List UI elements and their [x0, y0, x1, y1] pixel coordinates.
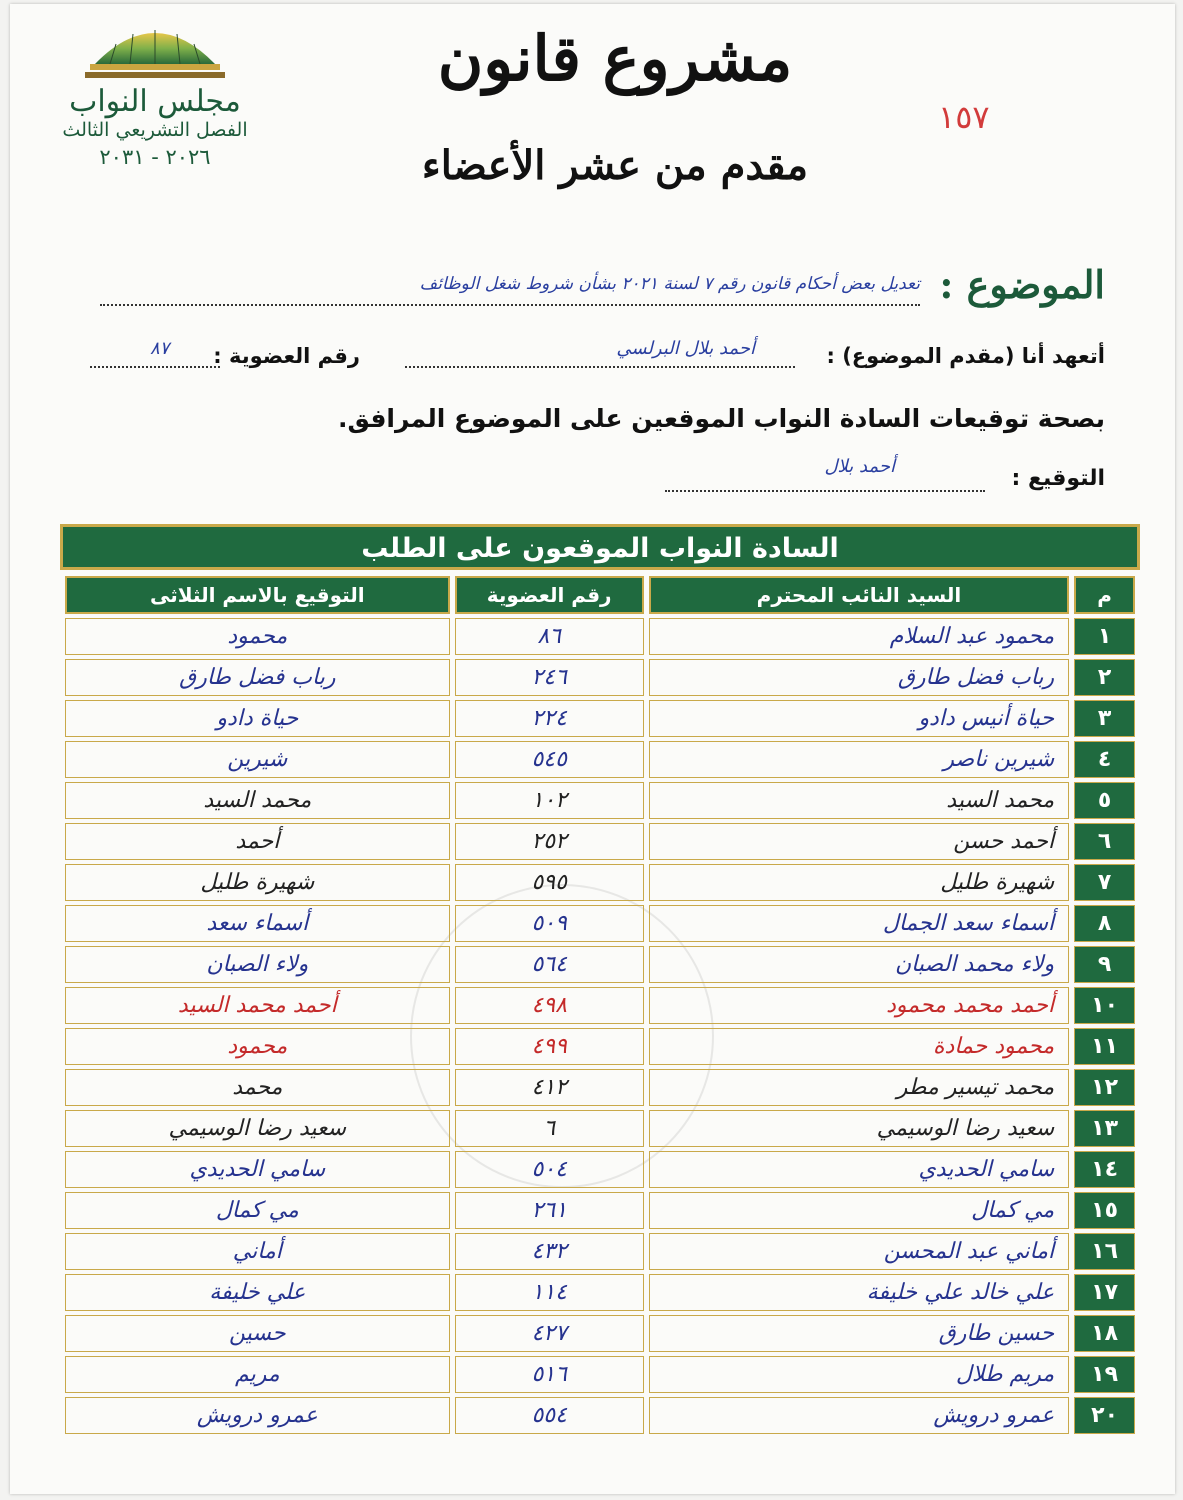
member-signature: مريم	[65, 1356, 450, 1393]
table-row	[65, 1192, 1135, 1229]
pledge-dotted-line	[405, 366, 795, 368]
member-name: أحمد حسن	[649, 823, 1069, 860]
header-signature: التوقيع بالاسم الثلاثى	[65, 576, 450, 614]
row-number: ٢	[1074, 659, 1135, 696]
row-number: ١٧	[1074, 1274, 1135, 1311]
header-membership: رقم العضوية	[455, 576, 644, 614]
table-row	[65, 1274, 1135, 1311]
signature-handwritten: أحمد بلال	[824, 456, 895, 477]
table-row	[65, 905, 1135, 942]
member-name: حياة أنيس دادو	[649, 700, 1069, 737]
member-name: ولاء محمد الصبان	[649, 946, 1069, 983]
table-row	[65, 659, 1135, 696]
table-row	[65, 1069, 1135, 1106]
membership-number: ٦	[455, 1110, 644, 1147]
membership-number: ٥٩٥	[455, 864, 644, 901]
pledge-statement: بصحة توقيعات السادة النواب الموقعين على الموضوع المرافق.	[338, 404, 1105, 433]
table-row	[65, 618, 1135, 655]
membership-label: رقم العضوية :	[213, 344, 360, 368]
membership-number: ٥٥٤	[455, 1397, 644, 1434]
row-number: ١٣	[1074, 1110, 1135, 1147]
row-number: ١١	[1074, 1028, 1135, 1065]
member-name: مي كمال	[649, 1192, 1069, 1229]
subject-dotted-line	[100, 304, 920, 306]
member-signature: سعيد رضا الوسيمي	[65, 1110, 450, 1147]
member-signature: حياة دادو	[65, 700, 450, 737]
table-row	[65, 1110, 1135, 1147]
signature-dotted-line	[665, 490, 985, 492]
table-row	[65, 782, 1135, 819]
membership-number: ١١٤	[455, 1274, 644, 1311]
member-name: سعيد رضا الوسيمي	[649, 1110, 1069, 1147]
subject-handwritten: تعديل بعض أحكام قانون رقم ٧ لسنة ٢٠٢١ بشأن شروط شغل الوظائف	[419, 274, 920, 294]
membership-number: ٨٦	[455, 618, 644, 655]
member-signature: سامي الحديدي	[65, 1151, 450, 1188]
signature-label: التوقيع :	[1011, 466, 1105, 491]
member-signature: علي خليفة	[65, 1274, 450, 1311]
row-number: ١٦	[1074, 1233, 1135, 1270]
legislative-term: الفصل التشريعي الثالث	[62, 119, 248, 141]
member-signature: مي كمال	[65, 1192, 450, 1229]
membership-number: ٢٥٢	[455, 823, 644, 860]
table-row	[65, 946, 1135, 983]
membership-dotted-line	[90, 366, 220, 368]
term-years: ٢٠٢٦ - ٢٠٣١	[99, 145, 211, 169]
member-signature: أماني	[65, 1233, 450, 1270]
row-number: ٣	[1074, 700, 1135, 737]
member-signature: محمود	[65, 618, 450, 655]
member-name: أسماء سعد الجمال	[649, 905, 1069, 942]
member-name: عمرو درويش	[649, 1397, 1069, 1434]
member-name: أماني عبد المحسن	[649, 1233, 1069, 1270]
row-number: ١٢	[1074, 1069, 1135, 1106]
signatories-grid	[60, 572, 1140, 1438]
member-name: رباب فضل طارق	[649, 659, 1069, 696]
row-number: ١٤	[1074, 1151, 1135, 1188]
table-row	[65, 1356, 1135, 1393]
member-name: شيرين ناصر	[649, 741, 1069, 778]
row-number: ١	[1074, 618, 1135, 655]
member-name: أحمد محمد محمود	[649, 987, 1069, 1024]
membership-number: ٤٩٨	[455, 987, 644, 1024]
table-row	[65, 1028, 1135, 1065]
table-row	[65, 1151, 1135, 1188]
membership-number: ٥١٦	[455, 1356, 644, 1393]
membership-number: ٤٣٢	[455, 1233, 644, 1270]
membership-number: ٢٤٦	[455, 659, 644, 696]
document-title: مشروع قانون	[437, 22, 793, 95]
membership-number: ١٠٢	[455, 782, 644, 819]
table-row	[65, 987, 1135, 1024]
member-signature: حسين	[65, 1315, 450, 1352]
row-number: ٨	[1074, 905, 1135, 942]
membership-handwritten: ٨٧	[150, 338, 170, 359]
document-subtitle: مقدم من عشر الأعضاء	[421, 142, 809, 189]
header-name: السيد النائب المحترم	[649, 576, 1069, 614]
member-name: محمد تيسير مطر	[649, 1069, 1069, 1106]
council-name: مجلس النواب	[69, 84, 241, 119]
page-number: ١٥٧	[938, 98, 990, 136]
row-number: ٩	[1074, 946, 1135, 983]
member-signature: أحمد محمد السيد	[65, 987, 450, 1024]
table-header-row	[65, 576, 1135, 614]
member-signature: محمد	[65, 1069, 450, 1106]
row-number: ٤	[1074, 741, 1135, 778]
document-page	[10, 4, 1175, 1494]
member-name: محمد السيد	[649, 782, 1069, 819]
member-name: مريم طلال	[649, 1356, 1069, 1393]
table-row	[65, 864, 1135, 901]
member-signature: شهيرة طليل	[65, 864, 450, 901]
table-row	[65, 741, 1135, 778]
table-banner: السادة النواب الموقعون على الطلب	[60, 524, 1140, 570]
membership-number: ٥٤٥	[455, 741, 644, 778]
signatories-table	[60, 524, 1140, 1438]
row-number: ٦	[1074, 823, 1135, 860]
table-row	[65, 700, 1135, 737]
membership-number: ٤١٢	[455, 1069, 644, 1106]
membership-number: ٤٢٧	[455, 1315, 644, 1352]
membership-number: ٤٩٩	[455, 1028, 644, 1065]
membership-number: ٢٢٤	[455, 700, 644, 737]
member-signature: أسماء سعد	[65, 905, 450, 942]
parliament-dome-icon	[80, 12, 230, 82]
table-row	[65, 1397, 1135, 1434]
parliament-logo-block	[50, 12, 260, 169]
membership-number: ٢٦١	[455, 1192, 644, 1229]
row-number: ٢٠	[1074, 1397, 1135, 1434]
member-signature: شيرين	[65, 741, 450, 778]
membership-number: ٥٠٤	[455, 1151, 644, 1188]
membership-number: ٥٠٩	[455, 905, 644, 942]
member-name: محمود حمادة	[649, 1028, 1069, 1065]
pledge-label: أتعهد أنا (مقدم الموضوع) :	[826, 344, 1105, 368]
member-signature: أحمد	[65, 823, 450, 860]
row-number: ٧	[1074, 864, 1135, 901]
member-signature: محمود	[65, 1028, 450, 1065]
member-name: محمود عبد السلام	[649, 618, 1069, 655]
member-signature: رباب فضل طارق	[65, 659, 450, 696]
member-name: حسين طارق	[649, 1315, 1069, 1352]
member-signature: عمرو درويش	[65, 1397, 450, 1434]
table-row	[65, 1233, 1135, 1270]
member-signature: محمد السيد	[65, 782, 450, 819]
row-number: ٥	[1074, 782, 1135, 819]
member-name: شهيرة طليل	[649, 864, 1069, 901]
table-row	[65, 1315, 1135, 1352]
pledge-name-handwritten: أحمد بلال البرلسي	[616, 338, 755, 359]
subject-label: الموضوع :	[939, 262, 1105, 307]
member-name: سامي الحديدي	[649, 1151, 1069, 1188]
row-number: ١٥	[1074, 1192, 1135, 1229]
row-number: ١٠	[1074, 987, 1135, 1024]
table-row	[65, 823, 1135, 860]
table-body	[65, 618, 1135, 1434]
header-num: م	[1074, 576, 1135, 614]
row-number: ١٨	[1074, 1315, 1135, 1352]
row-number: ١٩	[1074, 1356, 1135, 1393]
member-name: علي خالد علي خليفة	[649, 1274, 1069, 1311]
membership-number: ٥٦٤	[455, 946, 644, 983]
member-signature: ولاء الصبان	[65, 946, 450, 983]
